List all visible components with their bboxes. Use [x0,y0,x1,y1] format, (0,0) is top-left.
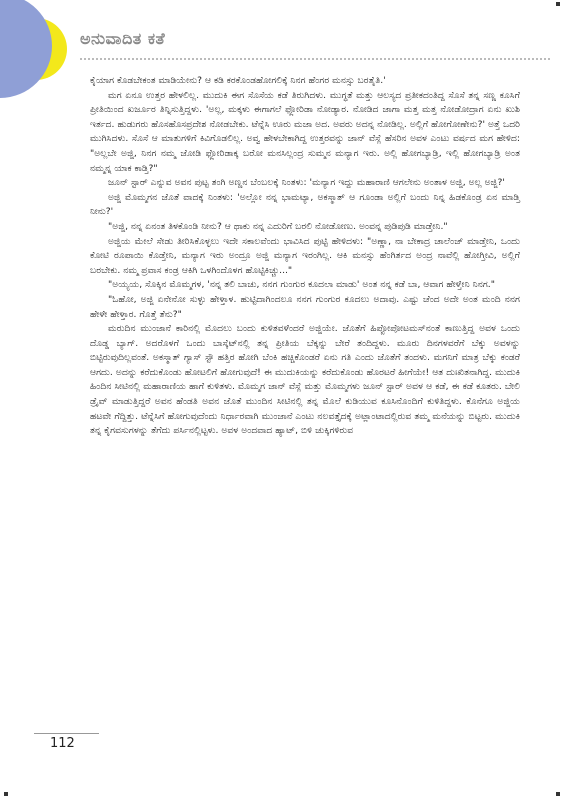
crop-mark [556,792,560,796]
header-divider [80,58,550,60]
paragraph: ಕೈಯಾಗ ಕೊಡಬೇಕಂತ ಮಾಡಿಯೇನು? ಆ ಕಡಿ ಕರಕೊಂಡಹೋಗಲಿಕ್ಕೆ ನಿನಗ ಹೆಂಗರ ಮನಸ್ಸು ಬರತೈತಿ.' [90,75,386,86]
paragraph: ಅಜ್ಜಿ ಮೊಮ್ಮಗನ ಜೊತೆ ವಾದಕ್ಕೆ ನಿಂತಳು: 'ಅಲ್ಲೋ ನನ್ನ ಭಾಮಟ್ಯಾ, ಅಕಸ್ಮಾತ್ ಆ ಗೂಂಡಾ ಅಲ್ಲಿಗೆ ಬಂದು ನಿನ್ನ ಹಿಡಕೊಂಡ್ರ ಏನ ಮಾಡ್ತಿ ನೀನು?' [90,191,520,218]
paragraph: ಅಜ್ಜಿಯ ಮೇಲೆ ಸೇಡು ತೀರಿಸಿಕೊಳ್ಳಲು ಇದೇ ಸಕಾಲವೆಂದು ಭಾವಿಸಿದ ಪುಟ್ಟಿ ಹೇಳಿದಳು: "ಅಣ್ಣಾ, ನಾ ಬೇಕಾದ್ರ ಚಾಲೆಂಜ್ ಮಾಡ್ತೇನಿ, ಒಂದು ಕೋಟಿ ರೂಪಾಯಿ ಕೊಡ್ತೇನಿ, ಮನ್ಯಾಗ ಇರು ಅಂದ್ರೂ ಅಜ್ಜಿ ಮನ್ಯಾಗ ಇರಂಗಿಲ್ಲ. ಆಕಿ ಮನಸ್ಸು ಹೆಂಗಿರ್ತದ ಅಂದ್ರ ನಾವೆಲ್ಲಿ ಹೋಗ್ತೀವಿ, ಅಲ್ಲಿಗೆ ಬರಬೇಕು. ನಮ್ಮ ಪ್ರವಾಸ ಕಂಡ್ರ ಆಕಿಗಿ ಒಳಗಿಂದೊಳಗ ಹೊಟ್ಟಿಕಿಚ್ಚು..." [90,235,520,276]
story-text [90,74,520,439]
paragraph: "ಅಜ್ಜಿ, ನನ್ನ ಏನಂತ ತಿಳಕೊಂಡಿ ನೀನು? ಆ ಥಾಕು ನನ್ನ ಎದುರಿಗೆ ಬರಲಿ ನೋಡೋಣು. ಅಂವನ್ನ ಪುಡಿಪುಡಿ ಮಾಡ್ತೇನಿ." [108,220,448,232]
paragraph: ಮಗ ಏನೂ ಉತ್ತರ ಹೇಳಲಿಲ್ಲ. ಮುದುಕಿ ಈಗ ಸೊಸೆಯ ಕಡೆ ತಿರುಗಿದಳು. ಮುಗ್ಧತೆ ಮತ್ತು ಆಲಸ್ಯದ ಪ್ರತೀಕದಂತಿದ್ದ ಸೊಸೆ ತನ್ನ ಸಣ್ಣ ಕೂಸಿಗೆ ಪ್ರೀತಿಯಿಂದ ಖರ್ಜೂರ ತಿನ್ನಿಸುತ್ತಿದ್ದಳು. 'ಅಲ್ಲ, ಮಕ್ಕಳು ಈಗಾಗಲೆ ಫ್ಲೋರಿಡಾ ನೋಡ್ಯಾರ. ನೋಡಿದ ಜಾಗಾ ಮತ್ತ ಮತ್ತ ನೋಡೋದ್ರಾಗ ಏನು ಖುಶಿ ಇರ್ತದ. ಹುಡುಗರು ಹೊಸಹೊಸಪ್ರದೇಶ ನೋಡಬೇಕು. ಟೆನ್ನೆಸಿ ಊರು ಮಜಾ ಅದ. ಅವರು ಅದನ್ನ ನೋಡಿಲ್ಲ. ಅಲ್ಲಿಗೆ ಹೋಗೋಣೇನು?' ಅತ್ತೆ ಒದರಿ ಮುಗಿಸಿದಳು. ಸೊಸೆ ಆ ಮಾತುಗಳಿಗೆ ಕಿವಿಗೊಡಲಿಲ್ಲ. ಅವ್ವ ಹೇಳಬೇಕಾಗಿದ್ದ ಉತ್ತರವನ್ನು ಜಾನ್ ವೆಸ್ಲೆ ಹೆಸರಿನ ಅವಳ ಎಂಟು ವರ್ಷದ ಮಗ ಹೇಳಿದ: "ಅಲ್ಲಬೇ ಅಜ್ಜಿ, ನಿನಗ ನಮ್ಮ ಜೋಡಿ ಫ್ಲೋರಿಡಾಕ್ಕ ಬರೋ ಮನಸಿಲ್ಲಂದ್ರ ಸುಮ್ಮನ ಮನ್ಯಾಗ ಇರು. ಅಲ್ಲಿ ಹೋಗಬ್ಯಾಡ್ರಿ, ಇಲ್ಲಿ ಹೋಗಬ್ಯಾಡ್ರಿ ಅಂತ ನಮ್ಮನ್ನ ಯಾಕ ಕಾಡ್ತಿ?" [90,89,520,174]
footer-divider [34,733,99,734]
paragraph: ಮರುದಿನ ಮುಂಜಾನೆ ಕಾರಿನಲ್ಲಿ ಮೊದಲು ಬಂದು ಕುಳಿತವಳೆಂದರೆ ಅಜ್ಜಿಯೇ. ಜೊತೆಗೆ ಹಿಪ್ಪೋಪೋಟಮಸ್‌ನಂತೆ ಕಾಣುತ್ತಿದ್ದ ಅವಳ ಒಂದು ದೊಡ್ಡ ಬ್ಯಾಗ್. ಅದರೊಳಗೆ ಒಂದು ಬಾಸ್ಕೆಟ್‌ನಲ್ಲಿ ತನ್ನ ಪ್ರೀತಿಯ ಬೆಕ್ಕನ್ನು ಬೇರೆ ತಂದಿದ್ದಳು. ಮೂರು ದಿನಗಳವರೆಗೆ ಬೆಕ್ಕು ಅವಳನ್ನು ಬಿಟ್ಟಿರುವುದಿಲ್ಲವಂತೆ. ಅಕಸ್ಮಾತ್ ಗ್ಯಾಸ್ ಸ್ಟೌ ಹತ್ತಿರ ಹೋಗಿ ಬೆಂಕಿ ಹಚ್ಚಿಕೊಂಡರೆ ಏನು ಗತಿ ಎಂದು ಜೊತೆಗೆ ತಂದಳು. ಮಗನಿಗೆ ಮಾತ್ರ ಬೆಕ್ಕು ಕಂಡರೆ ಆಗದು. ಅದನ್ನು ಕರೆದುಕೊಂಡು ಹೋಟಲಿಗೆ ಹೋಗುವುದೆ! ಈ ಮುದುಕಿಯನ್ನು ಕರೆದುಕೊಂಡು ಹೊರಟರೆ ಹೀಗೆಯೇ! ಆತ ದುಃಖಿತನಾಗಿದ್ದ. ಮುದುಕಿ ಹಿಂದಿನ ಸೀಟಿನಲ್ಲಿ ಮಹಾರಾಣಿಯ ಹಾಗೆ ಕುಳಿತಳು. ಮೊಮ್ಮಗ ಜಾನ್ ವೆಸ್ಲೆ ಮತ್ತು ಮೊಮ್ಮಗಳು ಜೂನ್ ಸ್ಟಾರ್ ಅವಳ ಆ ಕಡೆ, ಈ ಕಡೆ ಕೂತರು. ಬೇಲಿ ಡ್ರೈವ್ ಮಾಡುತ್ತಿದ್ದರೆ ಅವನ ಹೆಂಡತಿ ಅವನ ಜೊತೆ ಮುಂದಿನ ಸೀಟಿನಲ್ಲಿ ತನ್ನ ಮೊಲೆ ಕುಡಿಯುವ ಕೂಸಿನೊಂದಿಗೆ ಕುಳಿತಿದ್ದಳು. ಕೊನೆಗೂ ಅಜ್ಜಿಯ ಹಟವೇ ಗೆದ್ದಿತ್ತು. ಟೆನ್ನೆಸಿಗೆ ಹೋಗುವುದೆಂದು ನಿರ್ಧಾರವಾಗಿ ಮುಂಜಾನೆ ಎಂಟು ನಲವತ್ತೈದಕ್ಕೆ ಅಟ್ಲಾಂಟಾದಲ್ಲಿರುವ ತಮ್ಮ ಮನೆಯನ್ನು ಬಿಟ್ಟರು. ಮುದುಕಿ ತನ್ನ ಕೈಗವಸುಗಳನ್ನು ತೆಗೆದು ಪರ್ಸಿನಲ್ಲಿಟ್ಟಳು. ಅವಳ ಅಂದವಾದ ಹ್ಯಾಟ್, ಬಿಳಿ ಚುಕ್ಕಿಗಳಿರುವ [90,323,520,437]
section-title: ಅನುವಾದಿತ ಕತೆ [80,29,166,48]
paragraph: "ಓಹೋ, ಅಜ್ಜಿ ಏನೇನೋ ಸುಳ್ಳು ಹೇಳ್ತಾಳ. ಹುಟ್ಟಿದಾಗಿಂದಲೂ ನನಗ ಗುಂಗುರ ಕೂದಲು ಅದಾವು. ಎಷ್ಟು ಚೆಂದ ಅದೇ ಅಂತ ಮಂದಿ ನನಗ ಹೇಳೇ ಹೇಳ್ತಾರ. ಗೊತ್ತೆ ತೆನು?" [90,293,520,320]
crop-mark [4,792,8,796]
paragraph: "ಅಯ್ಯಯ, ಸೊಕ್ಕಿನ ಮೊಮ್ಮಗಳ, 'ನನ್ನ ತಲಿ ಬಾಚು, ನನಗ ಗುಂಗುರ ಕೂದಲಾ ಮಾಡು' ಅಂತ ನನ್ನ ಕಡೆ ಬಾ, ಆವಾಗ ಹೇಳ್ತೇನಿ ನಿನಗ." [108,279,495,291]
crop-mark [556,2,560,6]
paragraph: ಜೂನ್ ಸ್ಟಾರ್ ಎನ್ನುವ ಅವನ ಪುಟ್ಟ ತಂಗಿ ಅಣ್ಣನ ಬೆಂಬಲಕ್ಕೆ ನಿಂತಳು: 'ಮನ್ಯಾಗ ಇದ್ದು ಮಹಾರಾಣಿ ಆಗಲೇನು ಅಂತಾಳ ಅಜ್ಜಿ, ಅಲ್ಲ ಅಜ್ಜಿ?' [108,177,505,189]
page-number: 112 [50,736,75,751]
